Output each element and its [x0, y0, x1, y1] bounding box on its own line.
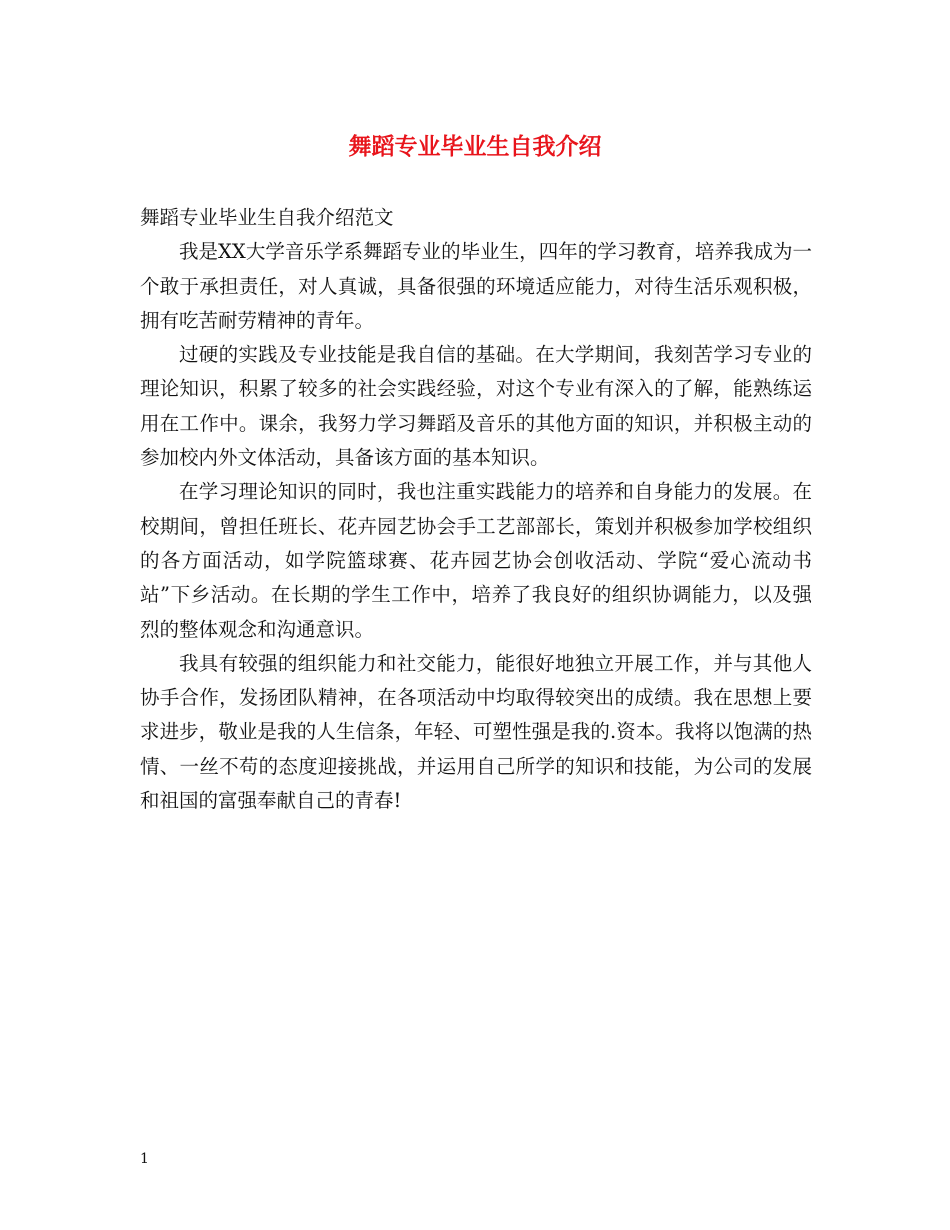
body-paragraph-2: 过硬的实践及专业技能是我自信的基础。在大学期间，我刻苦学习专业的理论知识，积累了较多的社会实践经验，对这个专业有深入的了解，能熟练运用在工作中。课余，我努力学习舞蹈及音乐的其他方面的知识，并积极主动的参加校内外文体活动，具备该方面的基本知识。: [140, 343, 812, 470]
document-title: 舞蹈专业毕业生自我介绍: [348, 133, 602, 160]
document-body: [140, 201, 812, 818]
body-paragraph-3: 在学习理论知识的同时，我也注重实践能力的培养和自身能力的发展。在校期间，曾担任班长、花卉园艺协会手工艺部部长，策划并积极参加学校组织的各方面活动，如学院篮球赛、花卉园艺协会创收活动、学院“爱心流动书站”下乡活动。在长期的学生工作中，培养了我良好的组织协调能力，以及强烈的整体观念和沟通意识。: [140, 480, 812, 641]
page-number: 1: [140, 1151, 149, 1167]
document-subtitle: 舞蹈专业毕业生自我介绍范文: [140, 206, 394, 229]
body-paragraph-1: 我是XX大学音乐学系舞蹈专业的毕业生，四年的学习教育，培养我成为一个敢于承担责任，对人真诚，具备很强的环境适应能力，对待生活乐观积极，拥有吃苦耐劳精神的青年。: [140, 240, 812, 332]
body-paragraph-4: 我具有较强的组织能力和社交能力，能很好地独立开展工作，并与其他人协手合作，发扬团队精神，在各项活动中均取得较突出的成绩。我在思想上要求进步，敬业是我的人生信条，年轻、可塑性强是我的.资本。我将以饱满的热情、一丝不苟的态度迎接挑战，并运用自己所学的知识和技能，为公司的发展和祖国的富强奉献自己的青春!: [140, 651, 812, 813]
